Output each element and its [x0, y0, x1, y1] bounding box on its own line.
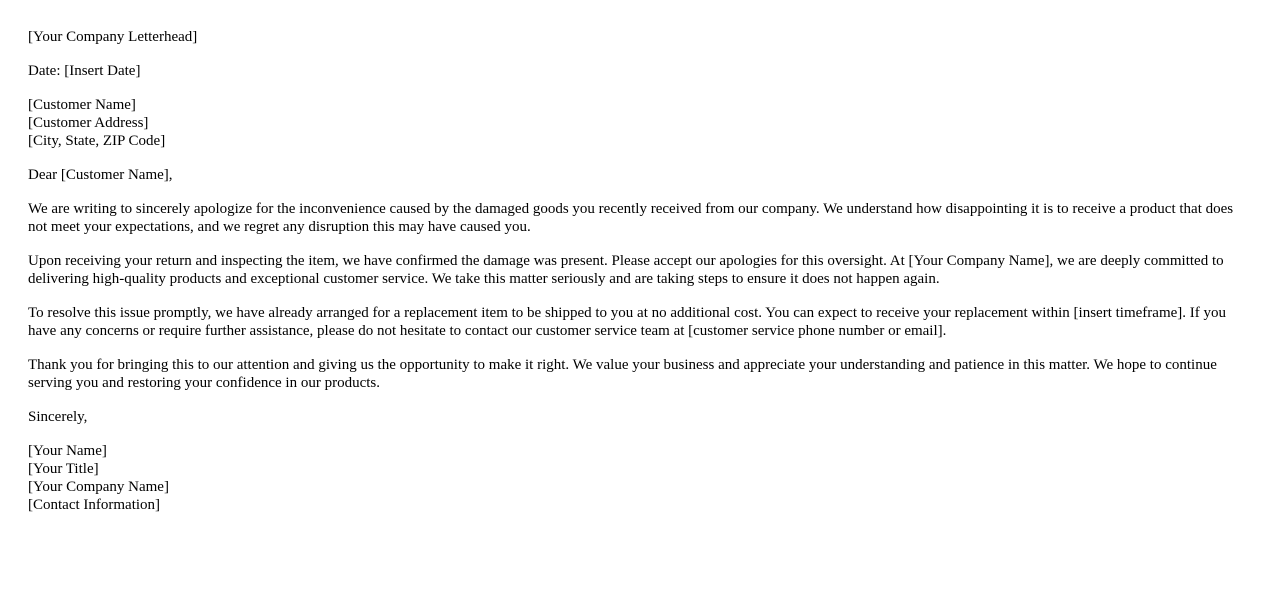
- signature-title: [Your Title]: [28, 461, 99, 477]
- body-paragraph-3: To resolve this issue promptly, we have already arranged for a replacement item to be shipped to you at no additional cost. You can expect to receive your replacement within [insert timeframe]. If you have any concerns or require further assistance, please do not hesitate to contact our customer service team at [customer service phone number or email].: [28, 305, 1227, 339]
- recipient-city-state-zip: [City, State, ZIP Code]: [28, 133, 166, 149]
- closing: Sincerely,: [28, 409, 88, 425]
- body-paragraph-1: We are writing to sincerely apologize for the inconvenience caused by the damaged goods you recently received from our company. We understand how disappointing it is to receive a product that does not meet your expectations, and we regret any disruption this may have caused you.: [28, 201, 1234, 235]
- date-line: Date: [Insert Date]: [28, 63, 141, 79]
- recipient-address: [Customer Address]: [28, 115, 149, 131]
- letterhead: [Your Company Letterhead]: [28, 29, 198, 45]
- signature-company: [Your Company Name]: [28, 479, 169, 495]
- body-paragraph-4: Thank you for bringing this to our attention and giving us the opportunity to make it right. We value your business and appreciate your understanding and patience in this matter. We hope to continue serving you and restoring your confidence in our products.: [28, 357, 1217, 391]
- letter-document: [28, 28, 1250, 530]
- body-paragraph-2: Upon receiving your return and inspecting the item, we have confirmed the damage was present. Please accept our apologies for this oversight. At [Your Company Name], we are deeply committed to delivering high-quality products and exceptional customer service. We take this matter seriously and are taking steps to ensure it does not happen again.: [28, 253, 1224, 287]
- signature-name: [Your Name]: [28, 443, 107, 459]
- recipient-block: [28, 96, 1250, 150]
- salutation: Dear [Customer Name],: [28, 167, 173, 183]
- signature-block: [28, 442, 1250, 514]
- recipient-name: [Customer Name]: [28, 97, 136, 113]
- signature-contact: [Contact Information]: [28, 497, 161, 513]
